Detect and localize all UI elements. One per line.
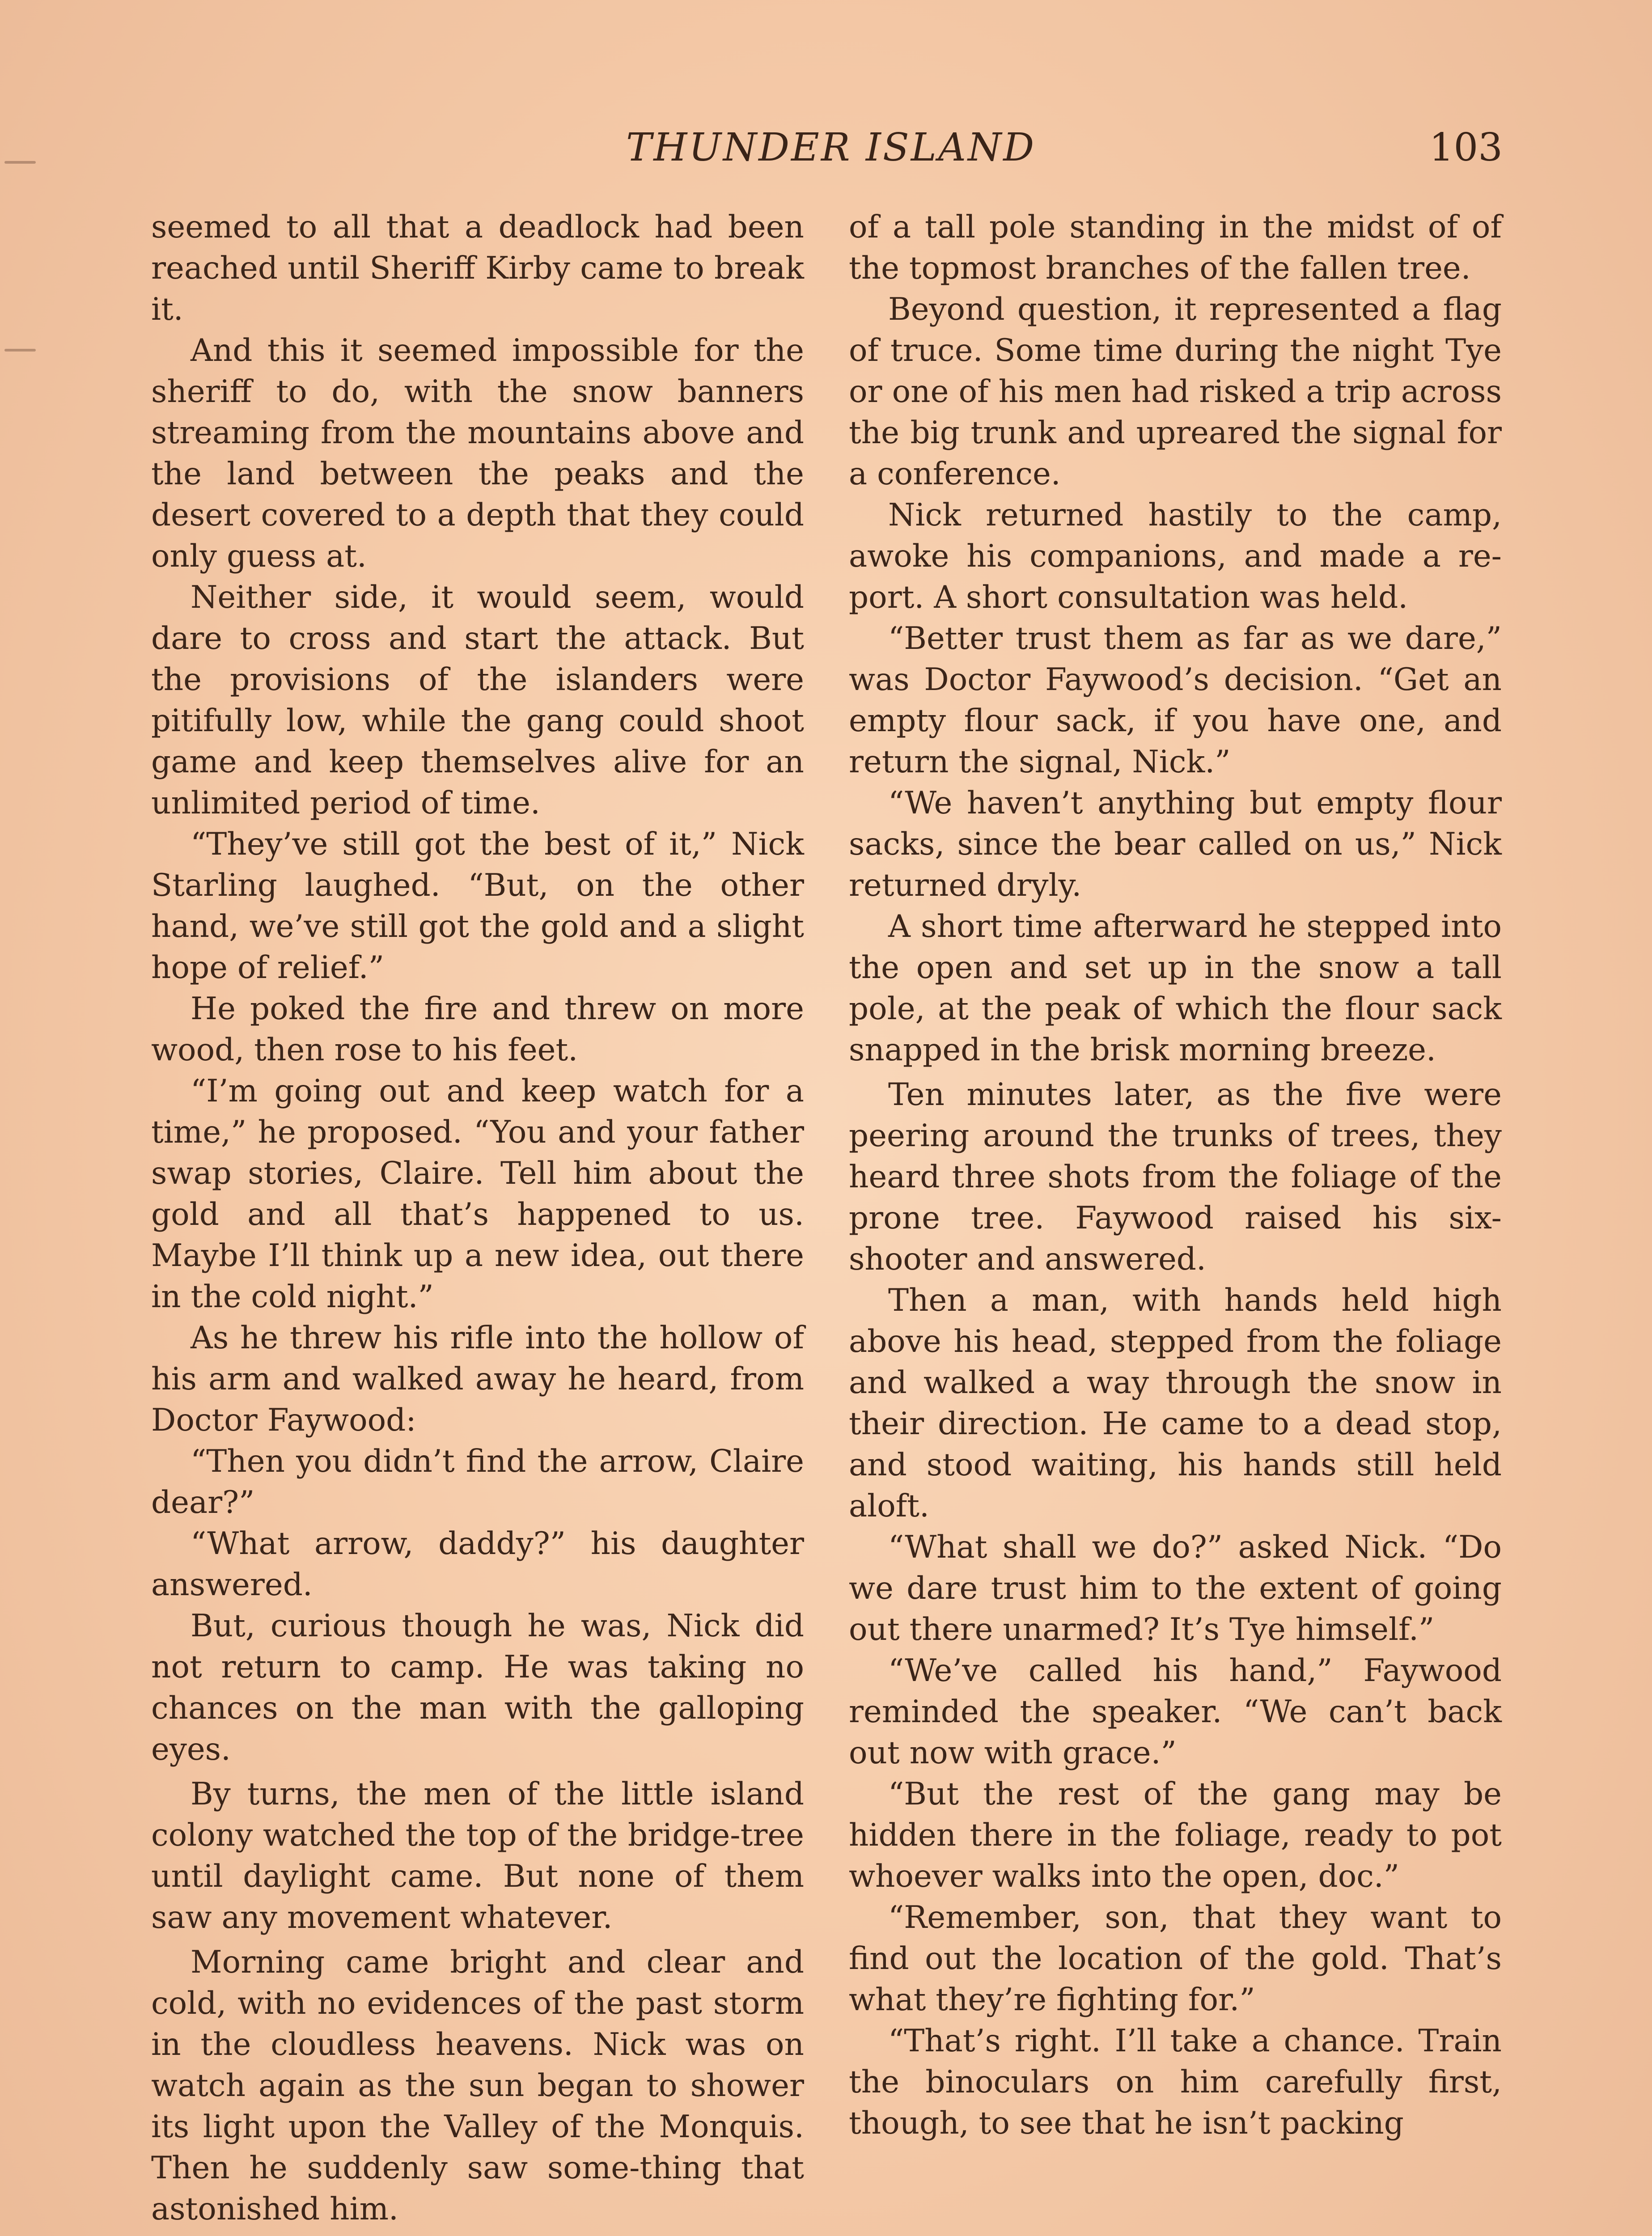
paragraph: “That’s right. I’ll take a chance. Train the binoculars on him carefully first, though, to see that he isn’t packing <box>849 2023 1502 2141</box>
page-edge-mark <box>4 161 36 164</box>
paragraph: Neither side, it would seem, would dare to cross and start the attack. But the provisions of the islanders were pitifully low, while the gang could shoot game and keep themselves alive for an unlimited period of time. <box>151 580 804 821</box>
paragraph: seemed to all that a deadlock had been reached until Sheriff Kirby came to break it. <box>151 209 804 327</box>
paragraph: “Then you didn’t find the arrow, Claire dear?” <box>151 1444 804 1520</box>
right-column <box>849 207 1502 2144</box>
paragraph: “What arrow, daddy?” his daughter answered. <box>151 1526 804 1603</box>
running-title: THUNDER ISLAND <box>626 125 1036 170</box>
page-number: 103 <box>1429 125 1503 170</box>
left-column <box>151 207 804 2236</box>
paragraph: “What shall we do?” asked Nick. “Do we dare trust him to the extent of going out there unarmed? It’s Tye himself.” <box>849 1529 1502 1647</box>
paragraph: of a tall pole standing in the midst of of the topmost branches of the fallen tree. <box>849 209 1502 286</box>
paragraph: Nick returned hastily to the camp, awoke his companions, and made a re-port. A short consultation was held. <box>849 497 1502 615</box>
paragraph: He poked the fire and threw on more wood, then rose to his feet. <box>151 991 804 1068</box>
paragraph: Beyond question, it represented a flag of truce. Some time during the night Tye or one of his men had risked a trip across the big trunk and upreared the signal for a conference. <box>849 292 1502 492</box>
paragraph: But, curious though he was, Nick did not return to camp. He was taking no chances on the man with the galloping eyes. <box>151 1608 804 1767</box>
paragraph: As he threw his rifle into the hollow of his arm and walked away he heard, from Doctor Faywood: <box>151 1320 804 1438</box>
paragraph <box>151 2233 804 2236</box>
paragraph: By turns, the men of the little island colony watched the top of the bridge-tree until daylight came. But none of them saw any movement whatever. <box>151 1776 804 1935</box>
paragraph: “Better trust them as far as we dare,” was Doctor Faywood’s decision. “Get an empty flour sack, if you have one, and return the signal, Nick.” <box>849 621 1502 780</box>
page-header <box>152 125 1503 179</box>
paragraph: A short time afterward he stepped into the open and set up in the snow a tall pole, at the peak of which the flour sack snapped in the brisk morning breeze. <box>849 909 1502 1068</box>
paragraph: Then a man, with hands held high above his head, stepped from the foliage and walked a way through the snow in their direction. He came to a dead stop, and stood waiting, his hands still held aloft. <box>849 1283 1502 1524</box>
paragraph: “Remember, son, that they want to find out the location of the gold. That’s what they’re fighting for.” <box>849 1900 1502 2018</box>
paragraph: Ten minutes later, as the five were peering around the trunks of trees, they heard three shots from the foliage of the prone tree. Faywood raised his six-shooter and answered. <box>849 1077 1502 1277</box>
paragraph: “We haven’t anything but empty flour sacks, since the bear called on us,” Nick returned dryly. <box>849 785 1502 903</box>
page-edge-mark <box>4 349 36 351</box>
paragraph: Morning came bright and clear and cold, with no evidences of the past storm in the cloudless heavens. Nick was on watch again as the sun began to shower its light upon the Valley of the Monquis. Then he suddenly saw some-thing that astonished him. <box>151 1944 804 2227</box>
paragraph: “We’ve called his hand,” Faywood reminded the speaker. “We can’t back out now with grace.” <box>849 1653 1502 1771</box>
paragraph: “They’ve still got the best of it,” Nick Starling laughed. “But, on the other hand, we’ve still got the gold and a slight hope of relief.” <box>151 826 804 986</box>
paragraph: And this it seemed impossible for the sheriff to do, with the snow banners streaming from the mountains above and the land between the peaks and the desert covered to a depth that they could only guess at. <box>151 333 804 574</box>
paragraph: “I’m going out and keep watch for a time,” he proposed. “You and your father swap stories, Claire. Tell him about the gold and all that’s happened to us. Maybe I’ll think up a new idea, out there in the cold night.” <box>151 1073 804 1315</box>
paragraph: “But the rest of the gang may be hidden there in the foliage, ready to pot whoever walks into the open, doc.” <box>849 1776 1502 1894</box>
